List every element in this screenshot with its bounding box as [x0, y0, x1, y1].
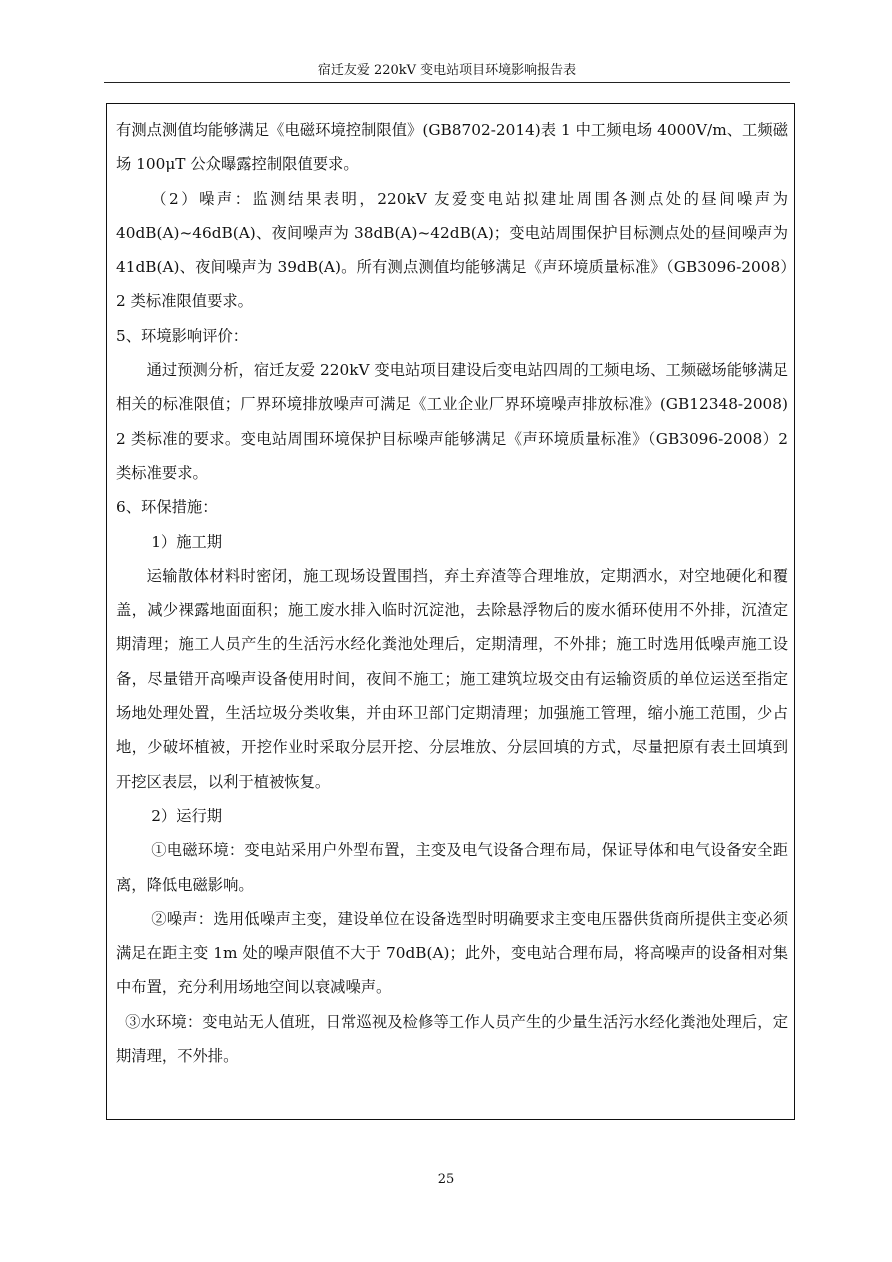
- subheading-construction-phase: 1）施工期: [151, 532, 223, 551]
- paragraph-construction-measures: 运输散体材料时密闭，施工现场设置围挡，弃土弃渣等合理堆放，定期洒水，对空地硬化和覆盖，减少裸露地面面积；施工废水排入临时沉淀池，去除悬浮物后的废水循环使用不外排，沉渣定期清理；施工人员产生的生活污水经化粪池处理后，定期清理，不外排；施工时选用低噪声施工设备，尽量错开高噪声设备使用时间，夜间不施工；施工建筑垃圾交由有运输资质的单位运送至指定场地处理处置，生活垃圾分类收集，并由环卫部门定期清理；加强施工管理，缩小施工范围，少占地，少破坏植被，开挖作业时采取分层开挖、分层堆放、分层回填的方式，尽量把原有表土回填到开挖区表层，以利于植被恢复。: [116, 566, 788, 791]
- header-rule: [104, 82, 790, 83]
- paragraph-electromagnetic-environment: ①电磁环境：变电站采用户外型布置，主变及电气设备合理布局，保证导体和电气设备安全距离，降低电磁影响。: [116, 841, 788, 894]
- page-header-title: 宿迁友爱 220kV 变电站项目环境影响报告表: [317, 63, 577, 78]
- heading-protection-measures: 6、环保措施：: [116, 498, 218, 517]
- document-body: [116, 113, 788, 1073]
- paragraph-noise-monitoring: （2）噪声：监测结果表明，220kV 友爱变电站拟建址周围各测点处的昼间噪声为 40dB(A)~46dB(A)、夜间噪声为 38dB(A)~42dB(A)；变电站周围保护目标测点处的昼间噪声为 41dB(A)、夜间噪声为 39dB(A)。所有测点测值均能够满足《声环境质量标准》（GB3096-2008）2 类标准限值要求。: [116, 189, 788, 311]
- heading-impact-assessment: 5、环境影响评价：: [116, 326, 249, 345]
- paragraph-water-environment: ③水环境：变电站无人值班，日常巡视及检修等工作人员产生的少量生活污水经化粪池处理后，定期清理，不外排。: [116, 1012, 788, 1066]
- paragraph-impact-assessment: 通过预测分析，宿迁友爱 220kV 变电站项目建设后变电站四周的工频电场、工频磁场能够满足相关的标准限值；厂界环境排放噪声可满足《工业企业厂界环境噪声排放标准》(GB12348-2008) 2 类标准的要求。变电站周围环境保护目标噪声能够满足《声环境质量标准》（GB3096-2008）2 类标准要求。: [116, 361, 788, 482]
- paragraph-em-limits: 有测点测值均能够满足《电磁环境控制限值》(GB8702-2014)表 1 中工频电场 4000V/m、工频磁场 100μT 公众曝露控制限值要求。: [116, 121, 788, 174]
- subheading-operation-phase: 2）运行期: [151, 806, 223, 825]
- page-number: 25: [437, 1172, 455, 1187]
- paragraph-noise-measures: ②噪声：选用低噪声主变，建设单位在设备选型时明确要求主变电压器供货商所提供主变必须满足在距主变 1m 处的噪声限值不大于 70dB(A)；此外，变电站合理布局，将高噪声的设备相对集中布置，充分利用场地空间以衰减噪声。: [116, 909, 788, 997]
